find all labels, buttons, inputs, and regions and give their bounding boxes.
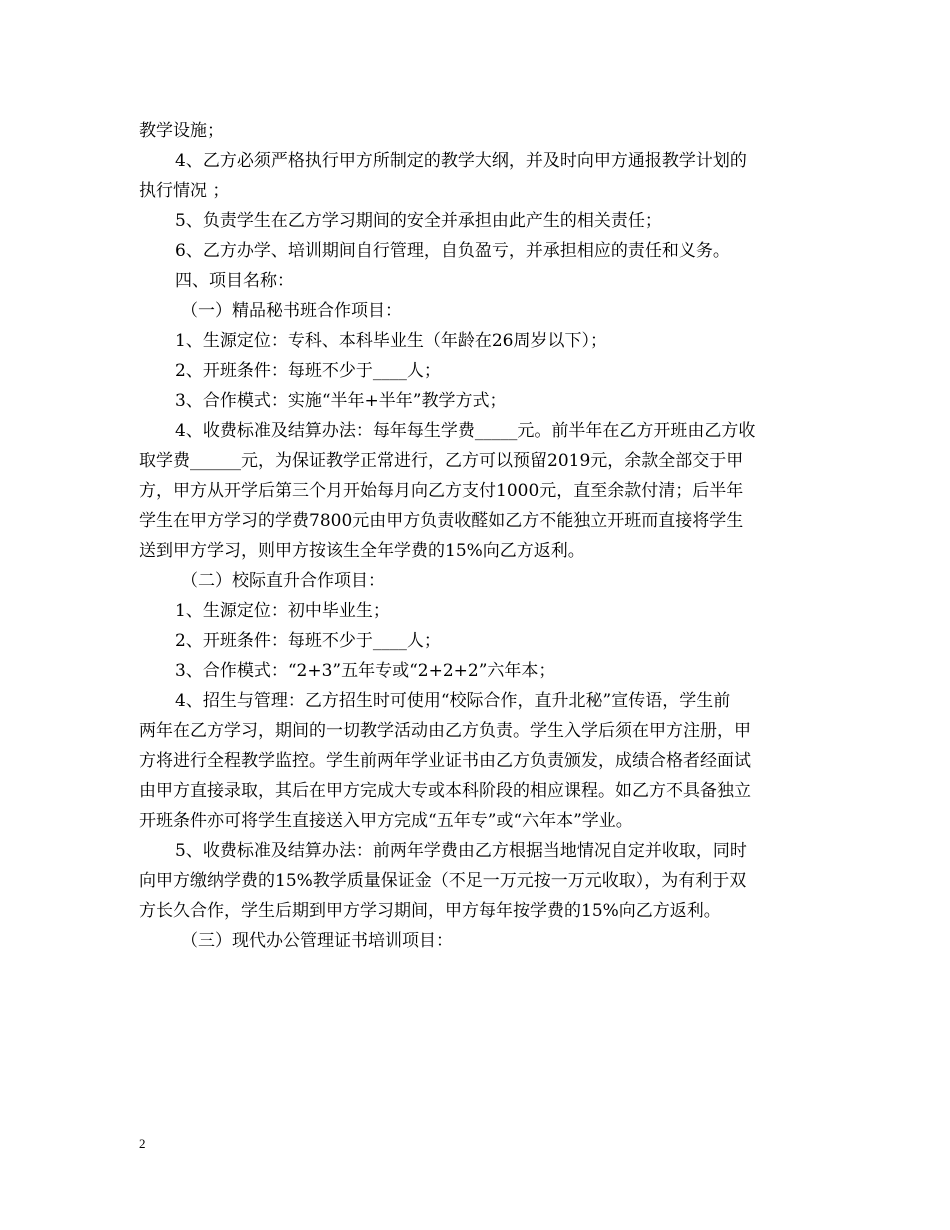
text-line: 方，甲方从开学后第三个月开始每月向乙方支付1000元，直至余款付清；后半年 [139, 481, 744, 501]
text-line: 由甲方直接录取，其后在甲方完成大专或本科阶段的相应课程。如乙方不具备独立 [139, 781, 751, 801]
text-line: 执行情况 ； [139, 181, 230, 201]
text-line: 1、生源定位：专科、本科毕业生（年龄在26周岁以下）； [175, 331, 607, 351]
text-line: 5、收费标准及结算办法：前两年学费由乙方根据当地情况自定并收取，同时 [175, 841, 747, 861]
text-line: 4、收费标准及结算办法：每年每生学费_____元。前半年在乙方开班由乙方收 [175, 421, 756, 441]
text-line: 3、合作模式：实施“半年+半年”教学方式； [175, 391, 507, 411]
text-line: 方将进行全程教学监控。学生前两年学业证书由乙方负责颁发，成绩合格者经面试 [139, 751, 751, 771]
text-line: 开班条件亦可将学生直接送入甲方完成“五年专”或“六年本”学业。 [139, 811, 633, 831]
text-line: 向甲方缴纳学费的15%教学质量保证金（不足一万元按一万元收取），为有利于双 [139, 871, 747, 891]
page-number: 2 [139, 1136, 146, 1151]
text-line: 四、项目名称： [175, 271, 294, 291]
text-line: 2、开班条件：每班不少于____人； [175, 631, 441, 651]
text-line: （三）现代办公管理证书培训项目： [181, 931, 453, 951]
text-line: 送到甲方学习，则甲方按该生全年学费的15%向乙方返利。 [139, 541, 585, 561]
text-line: 4、乙方必须严格执行甲方所制定的教学大纲，并及时向甲方通报教学计划的 [175, 151, 747, 171]
text-line: 教学设施； [139, 121, 224, 141]
text-line: 5、负责学生在乙方学习期间的安全并承担由此产生的相关责任； [175, 211, 662, 231]
text-line: 方长久合作，学生后期到甲方学习期间，甲方每年按学费的15%向乙方返利。 [139, 901, 721, 921]
text-line: 两年在乙方学习，期间的一切教学活动由乙方负责。学生入学后须在甲方注册，甲 [139, 721, 751, 741]
document-body [139, 116, 813, 956]
text-line: 3、合作模式：“2+3”五年专或“2+2+2”六年本； [175, 661, 556, 681]
text-line: 6、乙方办学、培训期间自行管理，自负盈亏，并承担相应的责任和义务。 [175, 241, 730, 261]
text-line: （一）精品秘书班合作项目： [181, 301, 402, 321]
text-line: 2、开班条件：每班不少于____人； [175, 361, 441, 381]
text-line: （二）校际直升合作项目： [181, 571, 385, 591]
text-line: 取学费______元，为保证教学正常进行，乙方可以预留2019元，余款全部交于甲 [139, 451, 744, 471]
text-line: 学生在甲方学习的学费7800元由甲方负责收醛如乙方不能独立开班而直接将学生 [139, 511, 744, 531]
text-line: 1、生源定位：初中毕业生； [175, 601, 390, 621]
text-line: 4、招生与管理：乙方招生时可使用“校际合作，直升北秘”宣传语，学生前 [175, 691, 731, 711]
